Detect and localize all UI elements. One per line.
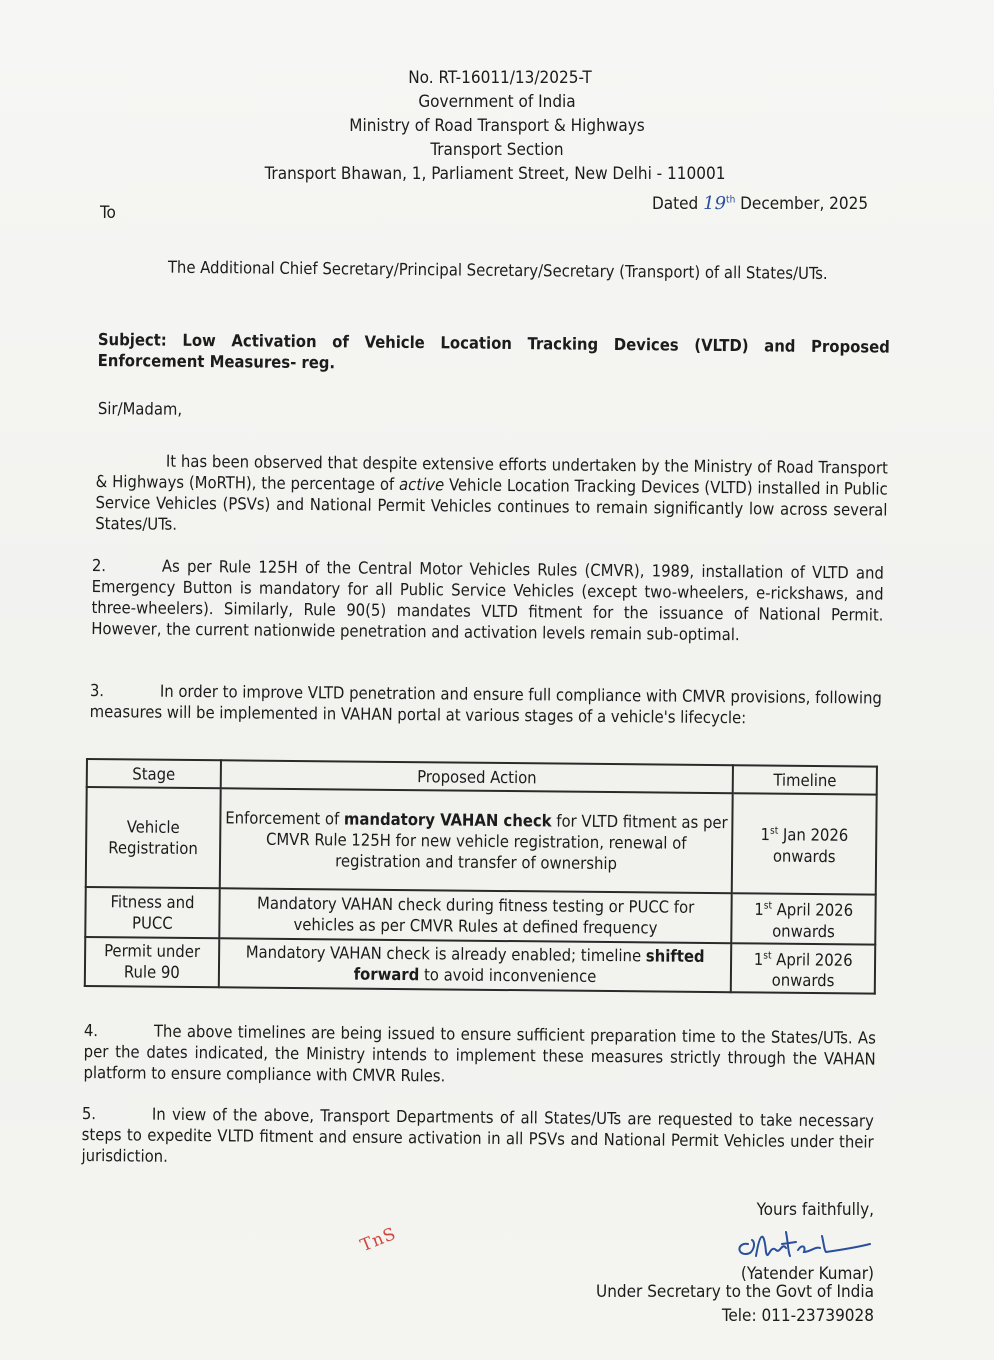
column-header-stage: Stage (87, 759, 221, 788)
signatory-designation: Under Secretary to the Govt of India (596, 1282, 874, 1302)
timeline-cell: 1st April 2026 onwards (731, 943, 875, 994)
paragraph-number: 2. (91, 555, 107, 576)
action-cell: Enforcement of mandatory VAHAN check for VLTD fitment as per CMVR Rule 125H for new vehicle registration, renewal of registration and transfer of ownership (220, 788, 733, 893)
recipient-block (98, 256, 890, 285)
paragraph-5: 5. In view of the above, Transport Departments of all States/UTs are requested to take necessary steps to expedite VLTD fitment and ensure activation in all PSVs and National Permit Vehicles under their jurisdiction. (81, 1104, 874, 1166)
action-cell: Mandatory VAHAN check during fitness testing or PUCC for vehicles as per CMVR Rules at defined frequency (219, 888, 732, 942)
handwritten-day: 19 (703, 193, 727, 214)
timeline-cell: 1st April 2026 onwards (732, 893, 876, 944)
paragraph-3: 3. In order to improve VLTD penetration and ensure full compliance with CMVR provisions, following measures will be implemented in VAHAN portal at various stages of a vehicle's lifecycle: (89, 680, 882, 728)
column-header-action: Proposed Action (221, 760, 734, 793)
paragraph-number: 3. (89, 680, 105, 701)
timeline-cell: 1st Jan 2026 onwards (732, 793, 877, 894)
salutation: Sir/Madam, (97, 398, 183, 419)
government-line: Government of India (418, 92, 576, 112)
table-row (86, 787, 877, 895)
reference-number: No. RT-16011/13/2025-T (408, 68, 592, 88)
signatory-phone: Tele: 011-23739028 (721, 1306, 874, 1326)
tns-stamp: TnS (357, 1223, 400, 1257)
table-row (85, 937, 875, 994)
paragraph-2: 2. As per Rule 125H of the Central Motor Vehicles Rules (CMVR), 1989, installation of VLTD and Emergency Button is mandatory for all Public Service Vehicles (except two-wheelers, e-rickshaws, and three-wheelers). Similarly, Rule 90(5) mandates VLTD fitment for the issuance of National Permit. However, the current nationwide penetration and activation levels remain sub-optimal. (91, 555, 884, 645)
table-row (85, 887, 875, 944)
column-header-timeline: Timeline (733, 765, 877, 794)
subject-line: Subject: Low Activation of Vehicle Location Tracking Devices (VLTD) and Proposed Enforcement Measures- reg. (97, 329, 890, 373)
action-cell: Mandatory VAHAN check is already enabled; timeline shifted forward to avoid inconvenience (219, 938, 732, 992)
ministry-line: Ministry of Road Transport & Highways (349, 116, 645, 136)
paragraph-4: 4. The above timelines are being issued to ensure sufficient preparation time to the States/UTs. As per the dates indicated, the Ministry intends to implement these measures strictly through the VAHAN platform to ensure compliance with CMVR Rules. (83, 1020, 876, 1086)
section-line: Transport Section (430, 140, 564, 160)
closing-yours: Yours faithfully, (756, 1200, 874, 1220)
date-line: Dated 19th December, 2025 (652, 193, 869, 214)
paragraph-number: 5. (81, 1104, 97, 1124)
measures-table (84, 758, 878, 995)
letterhead (0, 66, 994, 186)
stage-cell: Permit under Rule 90 (85, 937, 219, 988)
to-label: To (100, 203, 116, 223)
recipient: The Additional Chief Secretary/Principal Secretary/Secretary (Transport) of all States/UTs. (167, 257, 828, 284)
emphasis-active: active (398, 474, 445, 495)
signatory-name: (Yatender Kumar) (740, 1264, 874, 1284)
paragraph-number: 4. (83, 1020, 99, 1041)
stage-cell: Vehicle Registration (86, 787, 221, 888)
address-line: Transport Bhawan, 1, Parliament Street, New Delhi - 110001 (264, 164, 726, 184)
paragraph-1: It has been observed that despite extensive efforts undertaken by the Ministry of Road Transport & Highways (MoRTH), the percentage of active Vehicle Location Tracking Devices (VLTD) installed in Public Service Vehicles (PSVs) and National Permit Vehicles continues to remain significantly low across several States/UTs. (95, 451, 888, 534)
stage-cell: Fitness and PUCC (85, 887, 219, 938)
